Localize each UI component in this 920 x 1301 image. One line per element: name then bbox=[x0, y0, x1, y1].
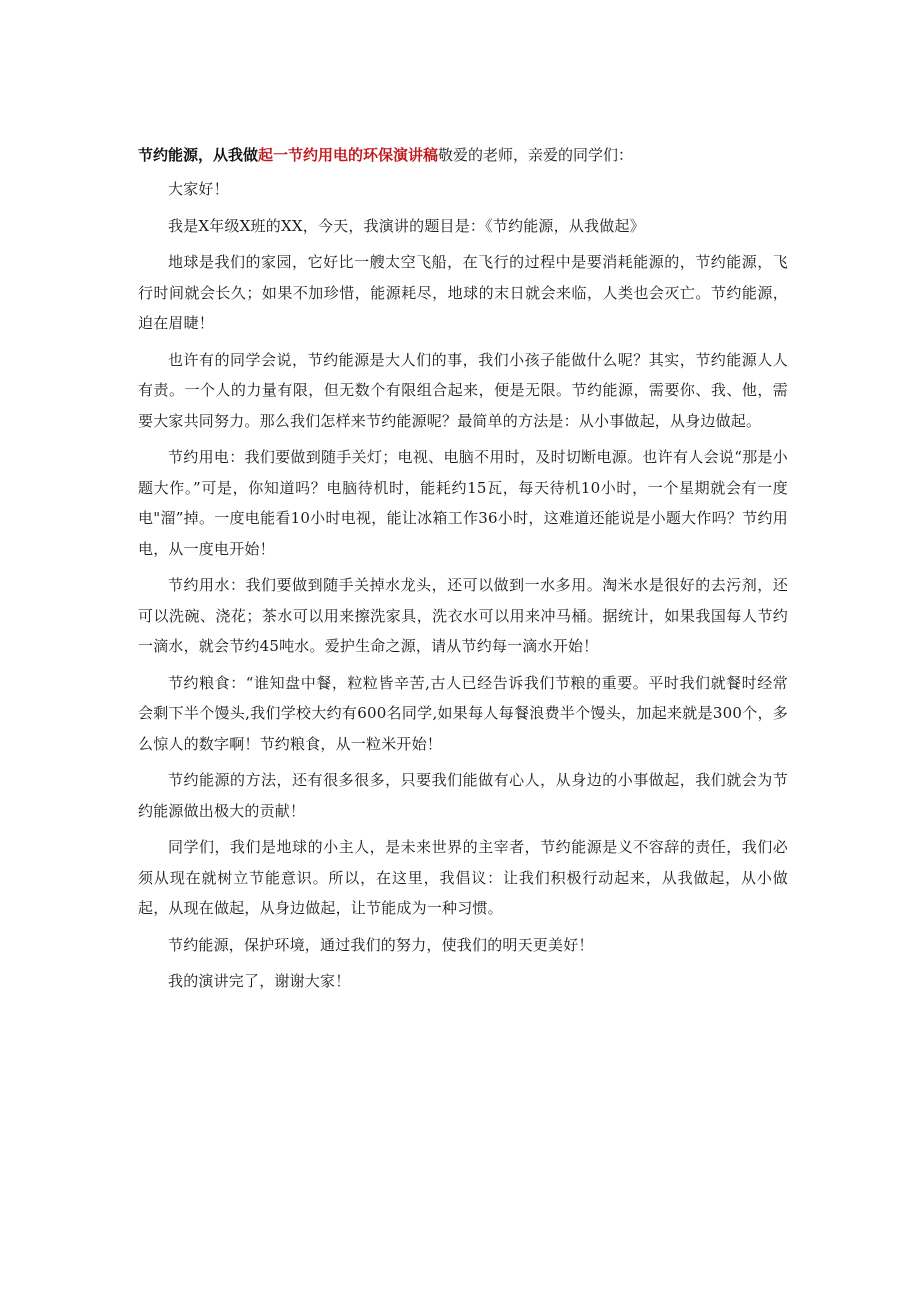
paragraph-call-to-action: 同学们，我们是地球的小主人，是未来世界的主宰者，节约能源是义不容辞的责任，我们必须从现在就树立节能意识。所以，在这里，我倡议：让我们积极行动起来，从我做起，从小做起，从现在做起，从身边做起，让节能成为一种习惯。 bbox=[138, 838, 788, 917]
paragraph-water: 节约用水：我们要做到随手关掉水龙头，还可以做到一水多用。淘米水是很好的去污剂，还可以洗碗、浇花；茶水可以用来擦洗家具，洗衣水可以用来冲马桶。据统计，如果我国每人节约一滴水，就会节约45吨水。爱护生命之源，请从节约每一滴水开始！ bbox=[138, 576, 788, 655]
paragraph-conclusion: 节约能源，保护环境，通过我们的努力，使我们的明天更美好！ bbox=[168, 935, 594, 954]
paragraph-electricity: 节约用电：我们要做到随手关灯；电视、电脑不用时，及时切断电源。也许有人会说“那是小题大作。”可是，你知道吗？电脑待机时，能耗约15瓦，每天待机10小时，一个星期就会有一度电"溜”掉。一度电能看10小时电视，能让冰箱工作36小时，这难道还能说是小题大作吗？节约用电，从一度电开始！ bbox=[138, 448, 788, 558]
paragraph-food: 节约粮食：“谁知盘中餐，粒粒皆辛苦,古人已经告诉我们节粮的重要。平时我们就餐时经常会剩下半个馒头,我们学校大约有600名同学,如果每人每餐浪费半个馒头，加起来就是300个，多么惊人的数字啊！节约粮食，从一粒米开始！ bbox=[138, 673, 788, 753]
paragraph-closing: 我的演讲完了，谢谢大家！ bbox=[168, 972, 351, 990]
paragraph-earth: 地球是我们的家园，它好比一艘太空飞船，在飞行的过程中是要消耗能源的，节约能源，飞行时间就会长久；如果不加珍惜，能源耗尽，地球的末日就会来临，人类也会灭亡。节约能源，迫在眉睫！ bbox=[138, 253, 788, 332]
document-page bbox=[138, 140, 788, 1003]
title-red-part: 起一节约用电的环保演讲稿 bbox=[258, 146, 439, 164]
paragraph-greeting: 大家好！ bbox=[168, 180, 229, 198]
paragraph-intro: 我是X年级X班的XX，今天，我演讲的题目是：《节约能源，从我做起》 bbox=[168, 216, 645, 235]
title-black-part: 节约能源，从我做 bbox=[138, 146, 259, 164]
salutation: 敬爱的老师，亲爱的同学们： bbox=[438, 146, 634, 164]
title-line bbox=[138, 140, 788, 170]
paragraph-responsibility: 也许有的同学会说，节约能源是大人们的事，我们小孩子能做什么呢？其实，节约能源人人有责。一个人的力量有限，但无数个有限组合起来，便是无限。节约能源，需要你、我、他，需要大家共同努力。那么我们怎样来节约能源呢？最简单的方法是：从小事做起，从身边做起。 bbox=[138, 350, 788, 430]
paragraph-methods: 节约能源的方法，还有很多很多，只要我们能做有心人，从身边的小事做起，我们就会为节约能源做出极大的贡献！ bbox=[138, 771, 788, 820]
